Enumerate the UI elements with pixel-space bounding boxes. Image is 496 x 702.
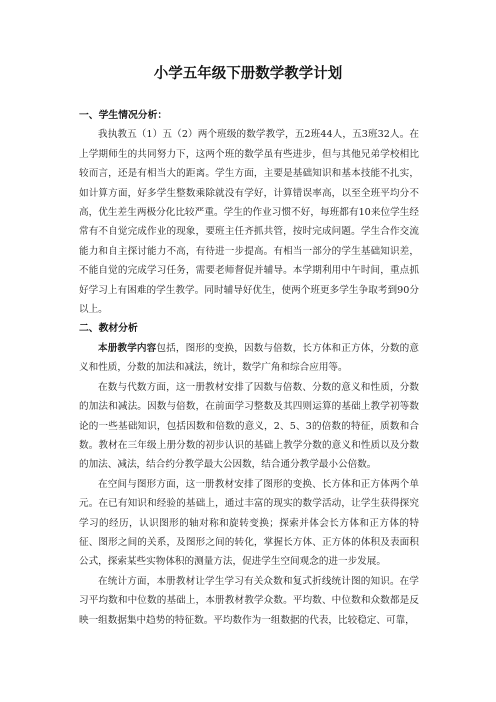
intro-rest-text: 包括，图形的变换，因数与倍数，长方体和正方体，分数的意义和性质，分数的加法和减法，统计，数学广角和综合应用等。 — [79, 342, 420, 374]
paragraph-textbook-intro — [79, 339, 419, 378]
document-body — [79, 106, 419, 630]
document-title: 小学五年级下册数学教学计划 — [153, 66, 343, 82]
paragraph-student-analysis: 我执教五（1）五（2）两个班级的数学教学，五2班44人，五3班32人。在上学期师生的共同努力下，这两个班的数学虽有些进步，但与其他兄弟学校相比较而言，还是有相当大的距离。学生方面，主要是基础知识和基本技能不扎实，如计算方面，好多学生整数乘除就没有学好，计算错误率高，以至全班平均分不高，优生差生两极分化比较严重。学生的作业习惯不好，每班都有10来位学生经常有不自觉完成作业的现象，要班主任齐抓共管，按时完成问题。学生合作交流能力和自主探讨能力不高，有待进一步提高。有相当一部分的学生基础知识差，不能自觉的完成学习任务，需要老师督促并辅导。本学期利用中午时间，重点抓好学习上有困难的学生教学。同时辅导好优生，使两个班更多学生争取考到90分以上。 — [79, 129, 419, 316]
paragraph-number-algebra: 在数与代数方面，这一册教材安排了因数与倍数、分数的意义和性质，分数的加法和减法。因数与倍数，在前面学习整数及其四则运算的基础上教学初等数论的一些基础知识，包括因数和倍数的意义，2、5、3的倍数的特征，质数和合数。教材在三年级上册分数的初步认识的基础上教学分数的意义和性质以及分数的加法、减法，结合约分教学最大公因数，结合通分教学最小公倍数。 — [79, 381, 419, 471]
intro-bold-phrase: 本册教学内容 — [98, 342, 157, 354]
paragraph-statistics: 在统计方面，本册教材让学生学习有关众数和复式折线统计图的知识。在学习平均数和中位数的基础上，本册教材教学众数。平均数、中位数和众数都是反映一组数据集中趋势的特征数。平均数作为一组数据的代表，比较稳定、可靠， — [79, 575, 419, 626]
section-heading-student-analysis: 一、学生情况分析： — [79, 110, 168, 121]
section-heading-textbook-analysis: 二、教材分析 — [79, 323, 138, 335]
paragraph-space-geometry: 在空间与图形方面，这一册教材安排了图形的变换、长方体和正方体两个单元。在已有知识和经验的基础上，通过丰富的现实的数学活动，让学生获得探究学习的经历，认识图形的轴对称和旋转变换；探索并体会长方体和正方体的特征、图形之间的关系，及图形之间的转化，掌握长方体、正方体的体积及表面积公式，探索某些实物体积的测量方法，促进学生空间观念的进一步发展。 — [79, 478, 419, 568]
